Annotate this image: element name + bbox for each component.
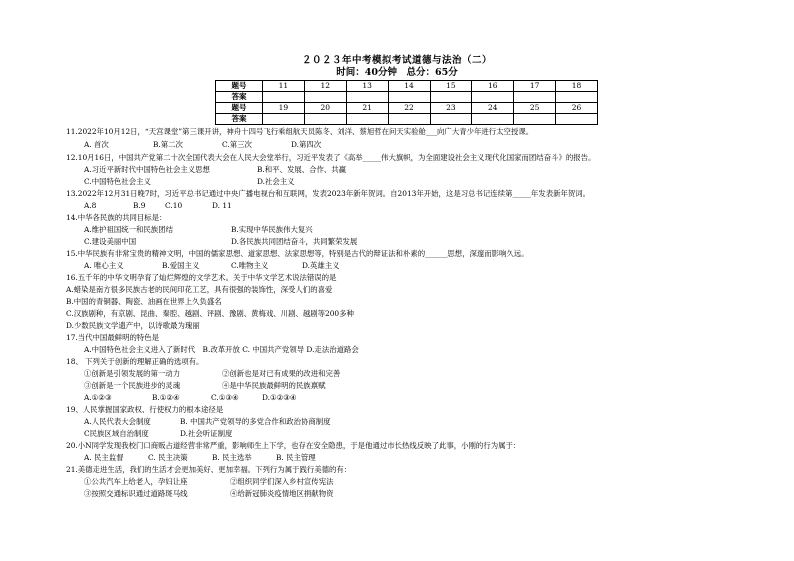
table-row	[216, 81, 598, 92]
option-d: D.各民族共同团结奋斗，共同繁荣发展	[231, 237, 358, 246]
answer-cell[interactable]	[388, 114, 430, 125]
question-number-cell: 12	[304, 81, 346, 92]
option-a: A.维护祖国统一和民族团结	[84, 225, 173, 234]
answer-cell[interactable]	[304, 92, 346, 103]
option-b: B.中国的青铜器、陶瓷、油画在世界上久负盛名	[66, 297, 222, 306]
option-b: B. 中国共产党领导的多党合作和政治协商制度	[180, 417, 331, 426]
question-number-cell: 25	[514, 103, 556, 114]
table-row-label: 答案	[216, 92, 263, 103]
option-a: A.①②③	[84, 393, 112, 402]
statement-1: ①公共汽车上给老人，孕妇让座	[84, 477, 188, 486]
question-18: 18、 下列关于创新的理解正确的选项有。	[66, 357, 204, 366]
option-c: C.第三次	[222, 140, 252, 149]
option-a: A. 首次	[84, 140, 109, 149]
option-c: C.中国特色社会主义	[84, 177, 151, 186]
statement-4: ④给新冠肺炎疫情地区捐献物资	[230, 489, 334, 498]
answer-cell[interactable]	[556, 114, 598, 125]
answer-cell[interactable]	[263, 114, 305, 125]
option-a: A.8	[84, 201, 97, 210]
option-b: B.①②④	[152, 393, 180, 402]
question-number-cell: 20	[304, 103, 346, 114]
statement-2: ②创新也是对已有成果的改进和完善	[222, 369, 341, 378]
question-16: 16.五千年的中华文明孕育了灿烂辉煌的文学艺术。关于中华文学艺术说法错误的是	[66, 273, 337, 282]
question-13: 13.2022年12月31日晚7时，习近平总书记通过中央广播电视台和互联网，发表2023年新年贺词。自2013年开始，这是习总书记连续第_____年发表新年贺词。	[66, 189, 591, 198]
question-number-cell: 21	[346, 103, 388, 114]
option-c: C民族区域自治制度	[84, 429, 149, 438]
option-c: C. 民主决策	[148, 453, 188, 462]
answer-cell[interactable]	[472, 92, 514, 103]
table-row	[216, 114, 598, 125]
answer-cell[interactable]	[472, 114, 514, 125]
table-row	[216, 92, 598, 103]
option-c: C.建设美丽中国	[84, 237, 137, 246]
option-d: D.英雄主义	[302, 261, 340, 270]
question-14: 14.中华各民族的共同目标是：	[66, 213, 167, 222]
exam-title: ２０２３年中考模拟考试道德与法治（二）	[301, 55, 492, 66]
table-row	[216, 103, 598, 114]
option-d: D.少数民族文学遗产中，以诗歌最为瑰丽	[66, 321, 200, 330]
question-number-cell: 13	[346, 81, 388, 92]
question-number-cell: 16	[472, 81, 514, 92]
answer-table	[215, 80, 598, 125]
question-number-cell: 15	[430, 81, 472, 92]
question-11: 11.2022年10月12日，“天宫课堂”第三课开讲，神舟十四号飞行乘组航天员陈冬、刘洋、蔡旭哲在问天实验舱___向广大青少年进行太空授课。	[66, 127, 534, 136]
answer-cell[interactable]	[430, 92, 472, 103]
option-a: A.蜡染是南方很多民族古老的民间印花工艺，具有很强的装饰性，深受人们的喜爱	[66, 285, 333, 294]
answer-cell[interactable]	[346, 92, 388, 103]
option-c: C.①③④	[211, 393, 239, 402]
answer-cell[interactable]	[430, 114, 472, 125]
option-a: A.人民代表大会制度	[84, 417, 151, 426]
option-d: D.社会听证制度	[180, 429, 233, 438]
question-number-cell: 14	[388, 81, 430, 92]
option-a: A.习近平新时代中国特色社会主义思想	[84, 165, 210, 174]
option-a: A. 民主监督	[84, 453, 124, 462]
option-c: C.唯物主义	[231, 261, 269, 270]
table-row-label: 题号	[216, 81, 263, 92]
answer-cell[interactable]	[388, 92, 430, 103]
option-c: C.10	[165, 201, 183, 210]
answer-cell[interactable]	[514, 114, 556, 125]
option-b: B.和平、发展、合作、共赢	[257, 165, 347, 174]
option-b: B. 民主选举	[212, 453, 252, 462]
option-d: D. 11	[212, 201, 232, 210]
question-15: 15.中华民族有非常宝贵的精神文明，中国的儒家思想、道家思想、法家思想等，特别是古代的辩证法和朴素的______思想，深邃而影响久远。	[66, 249, 529, 258]
question-number-cell: 17	[514, 81, 556, 92]
question-number-cell: 24	[472, 103, 514, 114]
option-b: B.实现中华民族伟大复兴	[231, 225, 313, 234]
statement-1: ①创新是引领发展的第一动力	[84, 369, 181, 378]
answer-cell[interactable]	[346, 114, 388, 125]
question-number-cell: 11	[263, 81, 305, 92]
option-c: C.汉族剧种，有京剧、昆曲、秦腔、越剧、评剧、豫剧、黄梅戏、川剧、越剧等200多种	[66, 309, 354, 318]
exam-subtitle: 时间：40分钟 总分：65分	[336, 67, 458, 78]
question-17-options: A.中国特色社会主义进入了新时代 B.改革开放 C. 中国共产党领导 D.走法治道路会	[84, 345, 359, 354]
question-number-cell: 23	[430, 103, 472, 114]
answer-cell[interactable]	[263, 92, 305, 103]
option-d: D.①②③④	[262, 393, 297, 402]
table-row-label: 题号	[216, 103, 263, 114]
question-12: 12.10月16日，中国共产党第二十次全国代表大会在人民大会堂举行，习近平发表了《高举_____伟大旗帜，为全面建设社会主义现代化国家而团结奋斗》的报告。	[66, 153, 596, 162]
option-a: A. 唯心主义	[84, 261, 124, 270]
question-19: 19、人民掌握国家政权、行使权力的根本途径是	[66, 405, 224, 414]
answer-cell[interactable]	[304, 114, 346, 125]
question-number-cell: 19	[263, 103, 305, 114]
option-d: B. 民主管理	[276, 453, 316, 462]
option-b: B.9	[133, 201, 146, 210]
question-number-cell: 26	[556, 103, 598, 114]
option-d: D.社会主义	[257, 177, 295, 186]
option-b: B.第二次	[153, 140, 183, 149]
question-21: 21.美德走进生活，我们的生活才会更加美好、更加幸福。下列行为属于践行美德的有：	[66, 465, 352, 474]
answer-cell[interactable]	[556, 92, 598, 103]
answer-cell[interactable]	[514, 92, 556, 103]
question-17: 17.当代中国最鲜明的特色是	[66, 333, 160, 342]
question-20: 20.小N同学发现我校门口商贩占道经营非常严重，影响师生上下学，也存在安全隐患，于是他通过市长热线反映了此事，小刚的行为属于：	[66, 441, 521, 450]
option-d: D.第四次	[291, 140, 322, 149]
statement-2: ②组织同学们深入乡村宣传宪法	[230, 477, 334, 486]
question-number-cell: 18	[556, 81, 598, 92]
statement-3: ③创新是一个民族进步的灵魂	[84, 381, 181, 390]
question-number-cell: 22	[388, 103, 430, 114]
option-b: B.爱国主义	[162, 261, 200, 270]
table-row-label: 答案	[216, 114, 263, 125]
statement-3: ③按照交通标识通过道路斑马线	[84, 489, 188, 498]
statement-4: ④是中华民族最鲜明的民族禀赋	[222, 381, 326, 390]
